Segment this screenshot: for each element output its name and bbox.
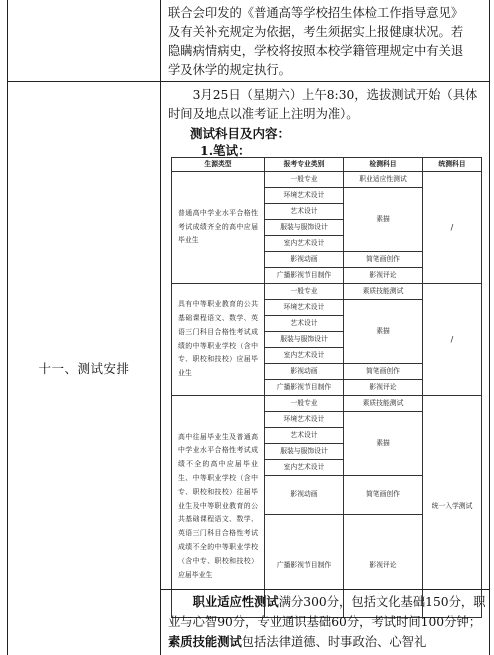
- section-intro: [168, 86, 486, 124]
- major-cell: 艺术设计: [265, 428, 344, 444]
- major-cell: 服装与服饰设计: [265, 444, 344, 460]
- major-cell: 室内艺术设计: [265, 460, 344, 476]
- test-cell: 简笔画创作: [344, 476, 423, 515]
- test-cell: 职业适应性测试: [344, 172, 423, 188]
- header-source-type: 生源类型: [172, 158, 265, 172]
- major-cell: 室内艺术设计: [265, 236, 344, 252]
- prev-line: 学及休学的规定执行。: [168, 63, 291, 77]
- header-test-subject: 检测科目: [344, 158, 423, 172]
- major-cell: 影视动画: [265, 364, 344, 380]
- major-cell: 影视动画: [265, 476, 344, 515]
- test-cell: 素描: [344, 300, 423, 364]
- major-cell: 影视动画: [265, 252, 344, 268]
- column-divider: [160, 0, 161, 655]
- test-cell: 素质技能测试: [344, 396, 423, 412]
- skill-test-desc: 包括法律道德、时事政治、心智礼: [241, 635, 427, 649]
- skill-test-term: 素质技能测试: [168, 634, 242, 649]
- previous-section-text: [168, 4, 484, 80]
- test-cell: 影视评论: [344, 380, 423, 396]
- header-unified-subject: 统测科目: [423, 158, 482, 172]
- major-cell: 服装与服饰设计: [265, 220, 344, 236]
- subjects-heading: 测试科目及内容：: [190, 126, 291, 141]
- aptitude-test-term: 职业适应性测试: [192, 594, 279, 609]
- unified-cell: /: [423, 172, 482, 284]
- major-cell: 艺术设计: [265, 316, 344, 332]
- major-cell: 艺术设计: [265, 204, 344, 220]
- major-cell: 一般专业: [265, 172, 344, 188]
- test-cell: 影视评论: [344, 268, 423, 284]
- prev-line: 隐瞒病情病史，学校将按照本校学籍管理规定中有关退: [168, 44, 464, 58]
- test-cell: 素描: [344, 188, 423, 252]
- test-cell: 简笔画创作: [344, 252, 423, 268]
- table-row: [172, 396, 482, 412]
- source-type-cell: 普通高中学业水平合格性考试成绩齐全的高中应届毕业生: [172, 172, 265, 284]
- major-cell: 室内艺术设计: [265, 348, 344, 364]
- table-header-row: [172, 158, 482, 172]
- table-row: [172, 284, 482, 300]
- prev-line: 联合会印发的《普通高等学校招生体检工作指导意见》: [168, 6, 464, 20]
- major-cell: 一般专业: [265, 284, 344, 300]
- section-label: 十一、测试安排: [38, 361, 130, 376]
- prev-line: 及有关补充规定为依据，考生须据实上报健康状况。若: [168, 25, 464, 39]
- major-cell: 服装与服饰设计: [265, 332, 344, 348]
- test-cell: 素描: [344, 412, 423, 476]
- major-cell: 广播影视节目制作: [265, 515, 344, 618]
- test-cell: 影视评论: [344, 515, 423, 618]
- major-cell: 广播影视节目制作: [265, 380, 344, 396]
- unified-cell: 统一入学测试: [423, 396, 482, 618]
- source-type-cell: 高中往届毕业生及普通高中学业水平合格性考试成绩不全的高中应届毕业生、中等职业学校（含中专、职校和技校）往届毕业生及中等职业教育的公共基础课程语文、数学、英语三门科目合格性考试成绩不全的中等职业学校（含中专、职校和技校）应届毕业生: [172, 396, 265, 618]
- major-cell: 环境艺术设计: [265, 300, 344, 316]
- table-bottom-rule: [161, 589, 490, 590]
- written-test-heading: 1.笔试：: [200, 143, 251, 158]
- scoring-paragraph: [168, 592, 486, 653]
- row-divider: [7, 81, 490, 82]
- table-row: [172, 172, 482, 188]
- major-cell: 环境艺术设计: [265, 412, 344, 428]
- header-major-category: 报考专业类别: [265, 158, 344, 172]
- aptitude-test-desc: 满分300分，包括文化基础150分，职业与心智90分，专业通识基础60分，考试时间100分钟；: [168, 595, 486, 629]
- scoring-text: [168, 592, 486, 653]
- major-cell: 环境艺术设计: [265, 188, 344, 204]
- major-cell: 一般专业: [265, 396, 344, 412]
- unified-cell: /: [423, 284, 482, 396]
- intro-paragraph: 3月25日（星期六）上午8:30，选拔测试开始（具体时间及地点以准考证上注明为准）。: [168, 88, 478, 121]
- test-cell: 素质技能测试: [344, 284, 423, 300]
- written-test-table: [171, 157, 482, 618]
- test-cell: 简笔画创作: [344, 364, 423, 380]
- major-cell: 广播影视节目制作: [265, 268, 344, 284]
- source-type-cell: 具有中等职业教育的公共基础课程语文、数学、英语三门科目合格性考试成绩的中等职业学校（含中专、职校和技校）应届毕业生: [172, 284, 265, 396]
